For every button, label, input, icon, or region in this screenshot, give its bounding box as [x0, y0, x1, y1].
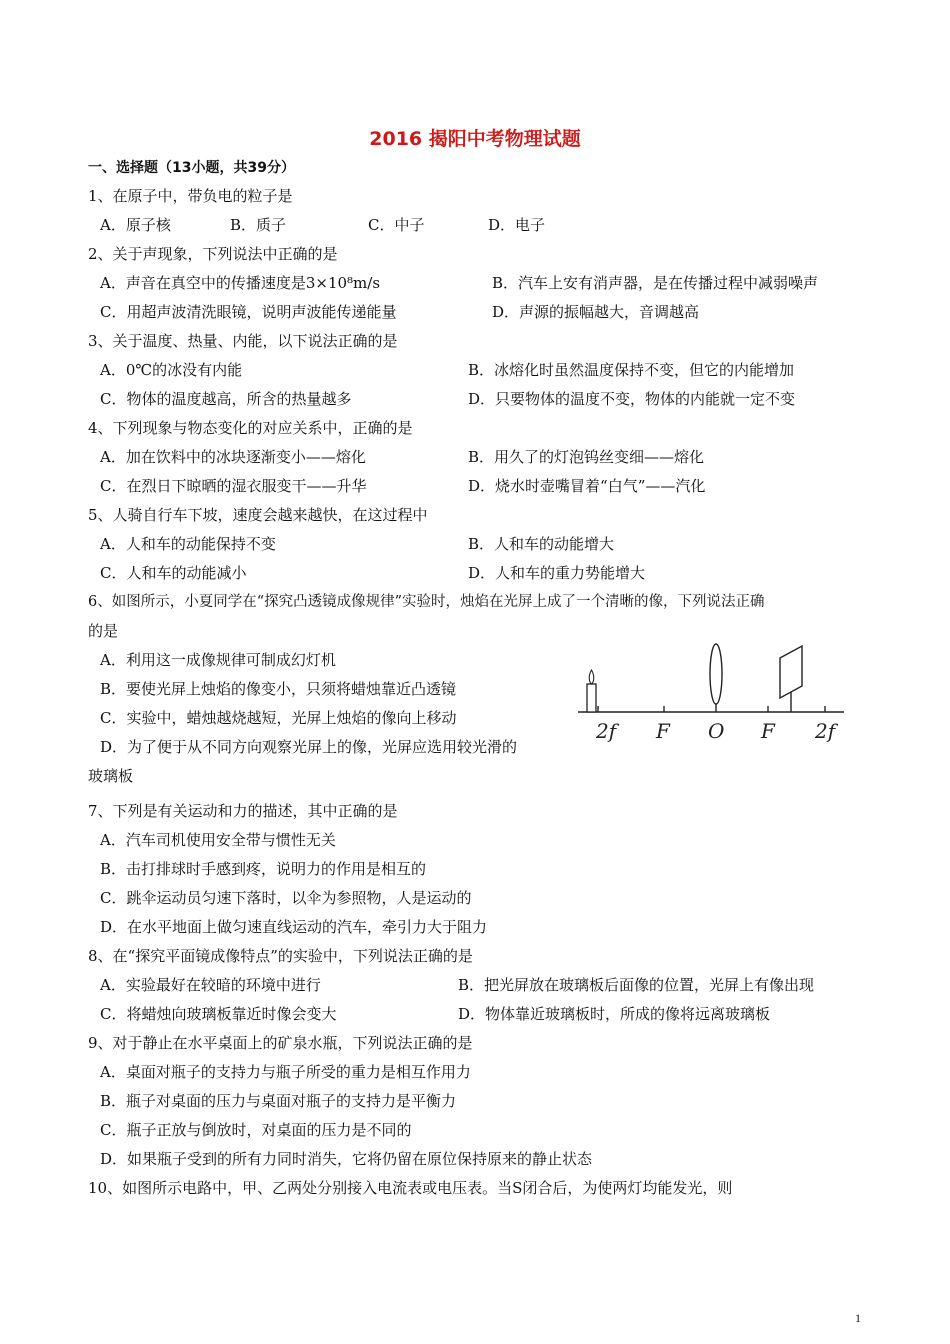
q5-option-c: C．人和车的动能减小: [100, 564, 247, 582]
q6-option-d: D．为了便于从不同方向观察光屏上的像，光屏应选用较光滑的: [100, 738, 518, 756]
q6-option-a: A．利用这一成像规律可制成幻灯机: [100, 651, 336, 669]
q9-option-a: A．桌面对瓶子的支持力与瓶子所受的重力是相互作用力: [100, 1063, 471, 1081]
q5-option-a: A．人和车的动能保持不变: [100, 535, 276, 553]
q1-option-d: D．电子: [488, 216, 546, 234]
q6-stem-line2: 的是: [88, 622, 119, 640]
figure-label-2f-left: 2f: [596, 719, 617, 743]
q5-option-b: B．人和车的动能增大: [468, 535, 615, 553]
q1-option-b: B．质子: [230, 216, 287, 234]
figure-label-o: O: [708, 719, 725, 743]
q2-option-a: A．声音在真空中的传播速度是3×10⁸m/s: [100, 274, 381, 292]
q3-stem: 3、关于温度、热量、内能，以下说法正确的是: [88, 332, 398, 350]
q7-option-b: B．击打排球时手感到疼，说明力的作用是相互的: [100, 860, 427, 878]
q8-option-c: C．将蜡烛向玻璃板靠近时像会变大: [100, 1005, 337, 1023]
q3-option-b: B．冰熔化时虽然温度保持不变，但它的内能增加: [468, 361, 795, 379]
section-heading: 一、选择题（13小题，共39分）: [88, 160, 295, 176]
q8-option-b: B．把光屏放在玻璃板后面像的位置，光屏上有像出现: [458, 976, 815, 994]
q6-option-d-continued: 玻璃板: [88, 767, 134, 785]
q8-option-d: D．物体靠近玻璃板时，所成的像将远离玻璃板: [458, 1005, 771, 1023]
convex-lens-icon: [710, 644, 722, 704]
q3-option-a: A．0℃的冰没有内能: [100, 361, 243, 379]
q5-option-d: D．人和车的重力势能增大: [468, 564, 646, 582]
candle-icon: [587, 670, 596, 712]
q2-option-c: C．用超声波清洗眼镜，说明声波能传递能量: [100, 303, 397, 321]
q6-option-c: C．实验中，蜡烛越烧越短，光屏上烛焰的像向上移动: [100, 709, 457, 727]
page-number: 1: [855, 1311, 861, 1325]
q4-option-c: C．在烈日下晾晒的湿衣服变干——升华: [100, 477, 367, 495]
figure-label-f-right: F: [761, 719, 775, 743]
figure-label-2f-right: 2f: [815, 719, 836, 743]
light-screen-icon: [780, 646, 802, 712]
q2-option-b: B．汽车上安有消声器，是在传播过程中减弱噪声: [492, 274, 819, 292]
q7-option-d: D．在水平地面上做匀速直线运动的汽车，牵引力大于阻力: [100, 918, 488, 936]
q1-stem: 1、在原子中，带负电的粒子是: [88, 187, 293, 205]
lens-experiment-figure: [572, 640, 852, 750]
q2-stem: 2、关于声现象，下列说法中正确的是: [88, 245, 338, 263]
q10-stem: 10、如图所示电路中，甲、乙两处分别接入电流表或电压表。当S闭合后，为使两灯均能发光，则: [88, 1179, 733, 1197]
q8-option-a: A．实验最好在较暗的环境中进行: [100, 976, 321, 994]
q3-option-c: C．物体的温度越高，所含的热量越多: [100, 390, 352, 408]
q5-stem: 5、人骑自行车下坡，速度会越来越快，在这过程中: [88, 506, 428, 524]
page-title: 2016 揭阳中考物理试题: [369, 128, 581, 150]
q1-option-c: C．中子: [368, 216, 425, 234]
q4-stem: 4、下列现象与物态变化的对应关系中，正确的是: [88, 419, 413, 437]
q7-option-c: C．跳伞运动员匀速下落时，以伞为参照物，人是运动的: [100, 889, 472, 907]
q2-option-d: D．声源的振幅越大，音调越高: [492, 303, 700, 321]
q7-option-a: A．汽车司机使用安全带与惯性无关: [100, 831, 336, 849]
q8-stem: 8、在“探究平面镜成像特点”的实验中，下列说法正确的是: [88, 947, 473, 965]
q4-option-a: A．加在饮料中的冰块逐渐变小——熔化: [100, 448, 366, 466]
q1-option-a: A．原子核: [100, 216, 171, 234]
q6-stem-line1: 6、如图所示，小夏同学在“探究凸透镜成像规律”实验时，烛焰在光屏上成了一个清晰的像，下列说法正确: [88, 594, 765, 610]
q4-option-d: D．烧水时壶嘴冒着“白气”——汽化: [468, 477, 706, 495]
q4-option-b: B．用久了的灯泡钨丝变细——熔化: [468, 448, 705, 466]
q9-option-b: B．瓶子对桌面的压力与桌面对瓶子的支持力是平衡力: [100, 1092, 457, 1110]
figure-label-f-left: F: [656, 719, 670, 743]
q9-stem: 9、对于静止在水平桌面上的矿泉水瓶，下列说法正确的是: [88, 1034, 473, 1052]
q6-option-b: B．要使光屏上烛焰的像变小，只须将蜡烛靠近凸透镜: [100, 680, 457, 698]
q9-option-c: C．瓶子正放与倒放时，对桌面的压力是不同的: [100, 1121, 412, 1139]
q9-option-d: D．如果瓶子受到的所有力同时消失，它将仍留在原位保持原来的静止状态: [100, 1150, 593, 1168]
q3-option-d: D．只要物体的温度不变，物体的内能就一定不变: [468, 390, 796, 408]
q7-stem: 7、下列是有关运动和力的描述，其中正确的是: [88, 802, 398, 820]
